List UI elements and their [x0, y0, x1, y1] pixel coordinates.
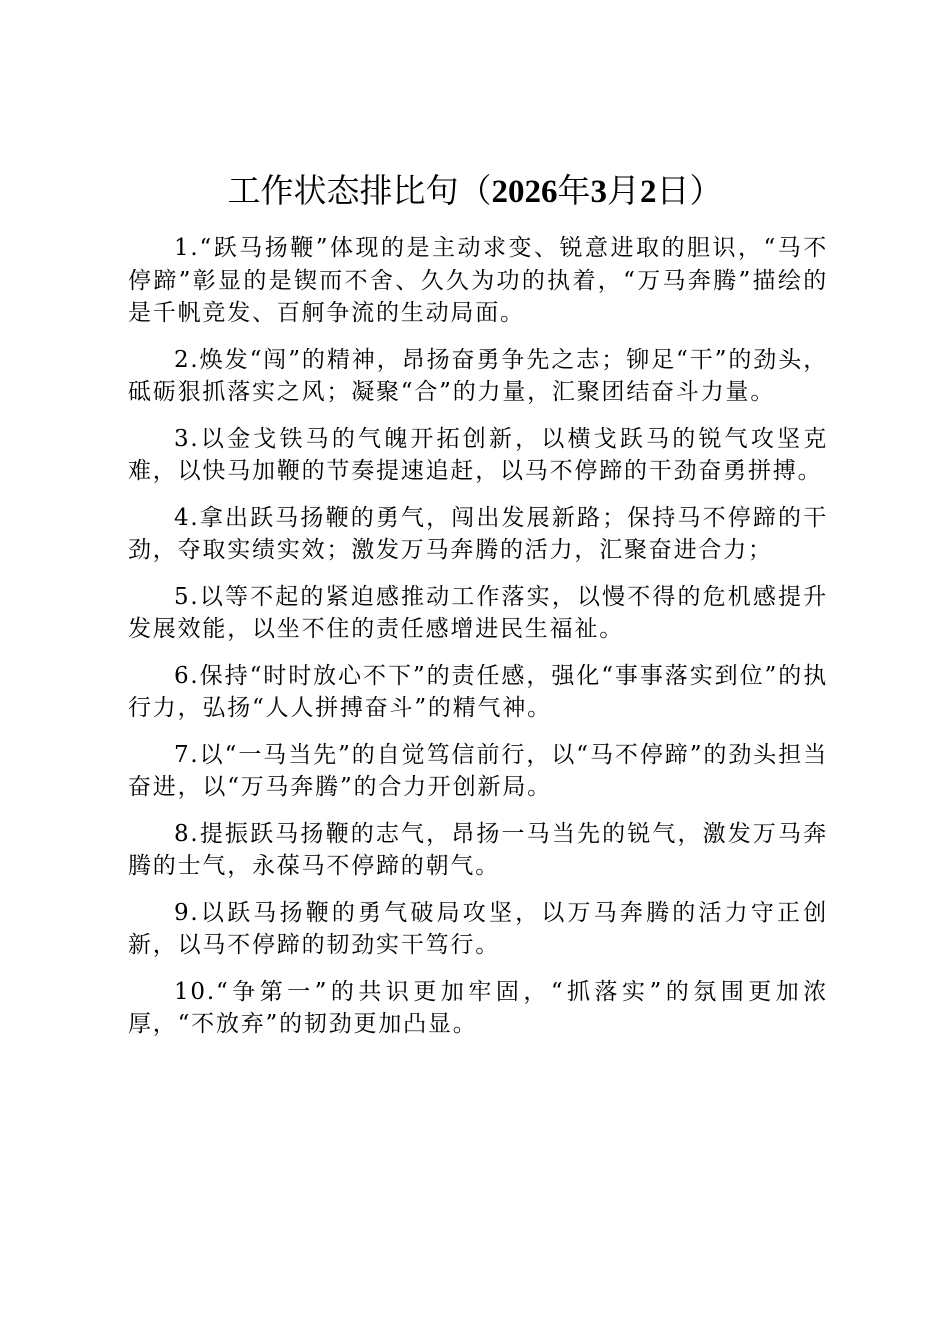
title-prefix: 工作状态排比句（	[227, 171, 492, 210]
title-year-suffix: 年	[557, 171, 591, 210]
document-title	[0, 166, 950, 217]
paragraph-5: 5.以等不起的紧迫感推动工作落实，以慢不得的危机感提升发展效能，以坐不住的责任感增进民生福祉。	[128, 583, 828, 642]
title-day: 2	[640, 174, 657, 210]
paragraph-4: 4.拿出跃马扬鞭的勇气，闯出发展新路；保持马不停蹄的干劲，夺取实绩实效；激发万马奔腾的活力，汇聚奋进合力；	[128, 504, 828, 563]
paragraph-8: 8.提振跃马扬鞭的志气，昂扬一马当先的锐气，激发万马奔腾的士气，永葆马不停蹄的朝气。	[128, 820, 828, 879]
title-day-suffix: 日）	[656, 171, 723, 210]
paragraph-6: 6.保持“时时放心不下”的责任感，强化“事事落实到位”的执行力，弘扬“人人拼搏奋斗”的精气神。	[128, 662, 828, 721]
paragraph-7: 7.以“一马当先”的自觉笃信前行，以“马不停蹄”的劲头担当奋进，以“万马奔腾”的合力开创新局。	[128, 741, 828, 800]
title-month-suffix: 月	[607, 171, 640, 210]
title-year: 2026	[491, 174, 558, 210]
paragraph-10: 10.“争第一”的共识更加牢固，“抓落实”的氛围更加浓厚，“不放弃”的韧劲更加凸显。	[128, 978, 828, 1037]
document-body	[128, 232, 828, 1055]
paragraph-2: 2.焕发“闯”的精神，昂扬奋勇争先之志；铆足“干”的劲头，砥砺狠抓落实之风；凝聚“合”的力量，汇聚团结奋斗力量。	[128, 346, 828, 405]
title-month: 3	[590, 174, 607, 210]
paragraph-9: 9.以跃马扬鞭的勇气破局攻坚，以万马奔腾的活力守正创新，以马不停蹄的韧劲实干笃行。	[128, 899, 828, 958]
paragraph-1: 1.“跃马扬鞭”体现的是主动求变、锐意进取的胆识，“马不停蹄”彰显的是锲而不舍、久久为功的执着，“万马奔腾”描绘的是千帆竞发、百舸争流的生动局面。	[128, 235, 828, 326]
paragraph-3: 3.以金戈铁马的气魄开拓创新，以横戈跃马的锐气攻坚克难，以快马加鞭的节奏提速追赶，以马不停蹄的干劲奋勇拼搏。	[128, 425, 828, 484]
